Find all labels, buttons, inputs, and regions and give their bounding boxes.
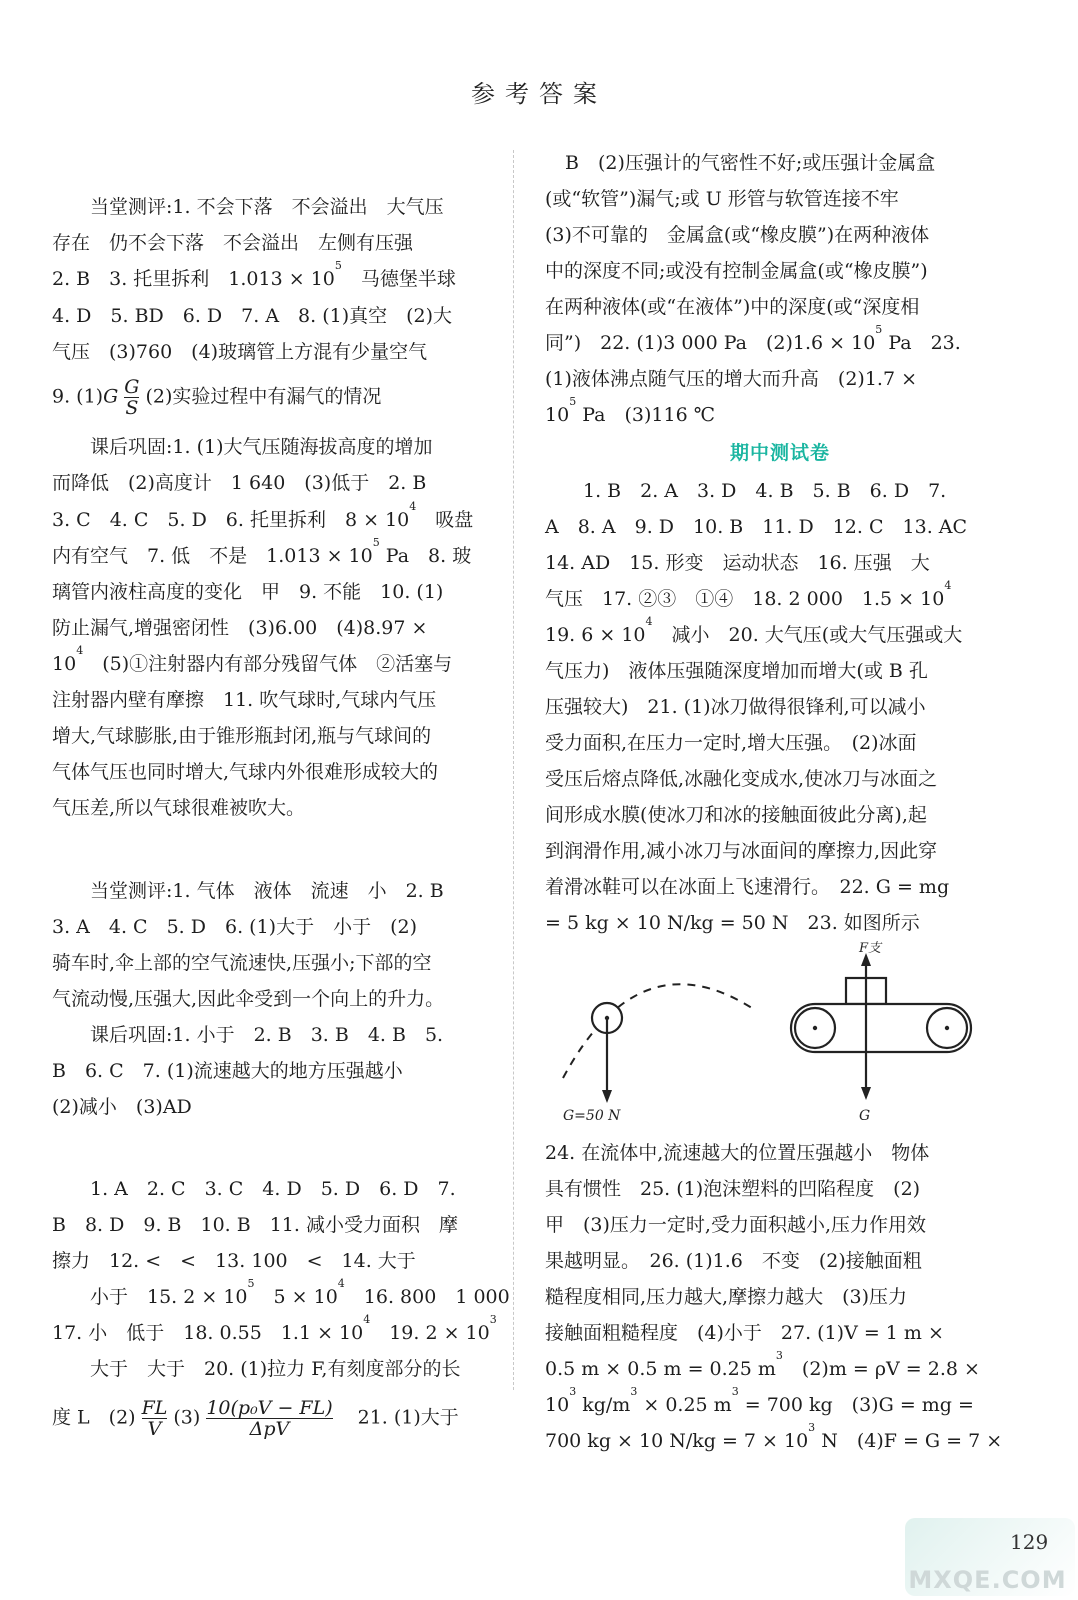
text-line: 受力面积,在压力一定时,增大压强。 (2)冰面 <box>545 732 917 754</box>
text-line: 受压后熔点降低,冰融化变成水,使冰刀与冰面之 <box>545 768 938 790</box>
text-line <box>52 500 474 531</box>
roller-right-axle <box>945 1026 949 1030</box>
text-fragment: 2. B 3. 托里拆利 1.013 × 10 <box>52 268 335 290</box>
text-line: (1)液体沸点随气压的增大而升高 (2)1.7 × <box>545 368 918 390</box>
text-line: 24. 在流体中,流速越大的位置压强越小 物体 <box>545 1142 930 1164</box>
text-fragment: 气压 17. ②③ ①④ 18. 2 000 1.5 × 10 <box>545 588 945 610</box>
text-line: 防止漏气,增强密闭性 (3)6.00 (4)8.97 × <box>52 617 428 639</box>
superscript: 3 <box>489 1313 497 1326</box>
text-fragment: (2)实验过程中有漏气的情况 <box>145 385 382 408</box>
text-line: 1. B 2. A 3. D 4. B 5. B 6. D 7. <box>583 480 947 502</box>
arrowhead <box>861 1087 871 1100</box>
text-line: 甲 (3)压力一定时,受力面积越小,压力作用效 <box>545 1214 926 1236</box>
fraction-g-over-s <box>124 377 139 418</box>
arrowhead <box>602 1090 612 1103</box>
text-line: 气压力) 液体压强随深度增加而增大(或 B 孔 <box>545 660 928 682</box>
text-fragment: 同”) 22. (1)3 000 Pa (2)1.6 × 10 <box>545 332 876 354</box>
text-line: 糙程度相同,压力越大,摩擦力越大 (3)压力 <box>545 1286 907 1308</box>
text-fragment: (3) <box>173 1406 201 1429</box>
text-line: 当堂测评:1. 气体 液体 流速 小 2. B <box>90 880 444 902</box>
text-line <box>545 395 715 426</box>
section-heading: 期中测试卷 <box>729 442 830 464</box>
trajectory-dashed-curve <box>563 984 755 1078</box>
superscript: 4 <box>645 615 653 628</box>
fraction-fl-over-v <box>142 1398 168 1439</box>
text-fragment: 10 <box>545 404 570 426</box>
fraction-denominator: V <box>142 1418 168 1439</box>
text-fragment: 马德堡半球 <box>341 268 456 290</box>
text-line: = 5 kg × 10 N/kg = 50 N 23. 如图所示 <box>545 912 920 934</box>
fraction-numerator: 10(p₀V − FL) <box>206 1397 333 1419</box>
text-fragment: 10 <box>52 653 77 675</box>
fraction-numerator: G <box>124 376 140 398</box>
conveyor-belt-outline <box>791 1004 971 1052</box>
text-line: 着滑冰鞋可以在冰面上飞速滑行。 22. G = mg <box>545 876 950 898</box>
text-line: 气流动慢,压强大,因此伞受到一个向上的升力。 <box>52 988 445 1010</box>
text-line <box>545 1349 980 1380</box>
superscript: 5 <box>569 395 577 408</box>
text-line: B 6. C 7. (1)流速越大的地方压强越小 <box>52 1060 403 1082</box>
text-fragment: 度 L (2) <box>52 1406 136 1429</box>
superscript: 4 <box>409 500 417 513</box>
text-line: B (2)压强计的气密性不好;或压强计金属盒 <box>565 152 936 174</box>
text-line: A 8. A 9. D 10. B 11. D 12. C 13. AC <box>545 516 968 538</box>
text-fragment: 小于 15. 2 × 10 <box>90 1286 248 1308</box>
text-line: 间形成水膜(使冰刀和冰的接触面彼此分离),起 <box>545 804 927 826</box>
text-line: 璃管内液柱高度的变化 甲 9. 不能 10. (1) <box>52 581 444 603</box>
fraction-numerator: FL <box>141 1397 168 1419</box>
text-line: 到润滑作用,减小冰刀与冰面间的摩擦力,因此穿 <box>545 840 938 862</box>
text-line: 接触面粗糙程度 (4)小于 27. (1)V = 1 m × <box>545 1322 944 1344</box>
text-fragment: 16. 800 1 000 <box>344 1286 510 1308</box>
text-line <box>52 259 456 290</box>
text-line: 而降低 (2)高度计 1 640 (3)低于 2. B <box>52 472 427 494</box>
text-line: 当堂测评:1. 不会下落 不会溢出 大气压 <box>90 196 444 218</box>
superscript: 5 <box>334 259 342 272</box>
superscript: 5 <box>875 323 883 336</box>
text-line: (3)不可靠的 金属盒(或“橡皮膜”)在两种液体 <box>545 224 930 246</box>
text-line: 果越明显。 26. (1)1.6 不变 (2)接触面粗 <box>545 1250 922 1272</box>
text-line: 1. A 2. C 3. C 4. D 5. D 6. D 7. <box>90 1178 456 1200</box>
text-line: 气压差,所以气球很难被吹大。 <box>52 797 306 819</box>
text-fragment: 19. 2 × 10 <box>370 1322 490 1344</box>
text-fragment: 5 × 10 <box>254 1286 338 1308</box>
text-fragment: (5)①注射器内有部分残留气体 ②活塞与 <box>83 653 453 675</box>
text-line: 4. D 5. BD 6. D 7. A 8. (1)真空 (2)大 <box>52 305 453 327</box>
text-fragment: 减小 20. 大气压(或大气压强或大 <box>652 624 963 646</box>
text-fragment: 19. 6 × 10 <box>545 624 646 646</box>
text-fragment: = 700 kg (3)G = mg = <box>738 1394 974 1416</box>
superscript: 5 <box>247 1277 255 1290</box>
text-fragment: 21. (1)大于 <box>338 1406 459 1429</box>
text-line <box>545 323 961 354</box>
text-line: (2)减小 (3)AD <box>52 1096 192 1118</box>
text-fragment: N (4)F = G = 7 × <box>815 1430 1003 1452</box>
superscript: 3 <box>775 1349 783 1362</box>
fraction-answer-21 <box>206 1398 332 1439</box>
text-line <box>545 615 963 646</box>
text-line <box>545 1385 974 1416</box>
page-number: 129 <box>1010 1530 1049 1554</box>
superscript: 4 <box>76 644 84 657</box>
text-line: 3. A 4. C 5. D 6. (1)大于 小于 (2) <box>52 916 417 938</box>
superscript: 3 <box>569 1385 577 1398</box>
text-fragment: 吸盘 <box>416 509 474 531</box>
text-line <box>52 1398 459 1439</box>
text-fragment: 9. (1) <box>52 385 104 408</box>
text-line: 压强较大) 21. (1)冰刀做得很锋利,可以减小 <box>545 696 926 718</box>
text-fragment: Pa 8. 玻 <box>379 545 472 567</box>
text-line: 擦力 12. < < 13. 100 < 14. 大于 <box>52 1250 416 1272</box>
text-line: 骑车时,伞上部的空气流速快,压强小;下部的空 <box>52 952 432 974</box>
text-line: 增大,气球膨胀,由于锥形瓶封闭,瓶与气球间的 <box>52 725 432 747</box>
text-line: 注射器内壁有摩擦 11. 吹气球时,气球内气压 <box>52 689 437 711</box>
text-fragment: 10 <box>545 1394 570 1416</box>
page-title: 参考答案 <box>471 80 607 108</box>
text-line: 课后巩固:1. (1)大气压随海拔高度的增加 <box>90 436 433 458</box>
text-line: B 8. D 9. B 10. B 11. 减小受力面积 摩 <box>52 1214 458 1236</box>
text-line <box>52 536 472 567</box>
text-line: 气压 (3)760 (4)玻璃管上方混有少量空气 <box>52 341 428 363</box>
text-fragment: (2)m = ρV = 2.8 × <box>782 1358 980 1380</box>
text-fragment: × 0.25 m <box>637 1394 732 1416</box>
text-line <box>545 579 952 610</box>
text-line <box>52 644 453 675</box>
text-fragment: 0.5 m × 0.5 m = 0.25 m <box>545 1358 776 1380</box>
text-line <box>52 1313 497 1344</box>
text-line <box>545 1421 1003 1452</box>
text-line: 14. AD 15. 形变 运动状态 16. 压强 大 <box>545 552 930 574</box>
text-line: 在两种液体(或“在液体”)中的深度(或“深度相 <box>545 296 920 318</box>
text-line <box>52 377 381 418</box>
text-line: (或“软管”)漏气;或 U 形管与软管连接不牢 <box>545 188 899 210</box>
text-fragment: kg/m <box>576 1394 631 1416</box>
fraction-denominator: S <box>125 397 139 419</box>
fraction-denominator: ΔpV <box>206 1418 332 1439</box>
superscript: 4 <box>944 579 952 592</box>
text-fragment: 17. 小 低于 18. 0.55 1.1 × 10 <box>52 1322 364 1344</box>
text-fragment: Pa 23. <box>882 332 961 354</box>
force-diagram <box>545 940 1015 1130</box>
superscript: 4 <box>337 1277 345 1290</box>
text-fragment: Pa (3)116 ℃ <box>576 404 715 426</box>
superscript: 3 <box>731 1385 739 1398</box>
text-line: 气体气压也同时增大,气球内外很难形成较大的 <box>52 761 439 783</box>
superscript: 3 <box>808 1421 816 1434</box>
text-line: 中的深度不同;或没有控制金属盒(或“橡皮膜”) <box>545 260 928 282</box>
label-g-right: G <box>859 1108 871 1124</box>
column-divider <box>513 150 514 1390</box>
text-line: 具有惯性 25. (1)泡沫塑料的凹陷程度 (2) <box>545 1178 921 1200</box>
label-g-left: G=50 N <box>563 1108 621 1124</box>
label-support-force: F支 <box>859 941 882 956</box>
symbol-g: G <box>103 385 119 408</box>
text-line: 存在 仍不会下落 不会溢出 左侧有压强 <box>52 232 414 254</box>
superscript: 4 <box>363 1313 371 1326</box>
roller-left-axle <box>813 1026 817 1030</box>
text-fragment: 700 kg × 10 N/kg = 7 × 10 <box>545 1430 809 1452</box>
superscript: 3 <box>630 1385 638 1398</box>
watermark-text: MXQE.COM <box>908 1566 1067 1594</box>
text-line <box>52 1277 510 1308</box>
text-line: 大于 大于 20. (1)拉力 F,有刻度部分的长 <box>90 1358 461 1380</box>
text-line: 课后巩固:1. 小于 2. B 3. B 4. B 5. <box>90 1024 444 1046</box>
superscript: 5 <box>372 536 380 549</box>
text-fragment: 内有空气 7. 低 不是 1.013 × 10 <box>52 545 373 567</box>
text-fragment: 3. C 4. C 5. D 6. 托里拆利 8 × 10 <box>52 509 410 531</box>
